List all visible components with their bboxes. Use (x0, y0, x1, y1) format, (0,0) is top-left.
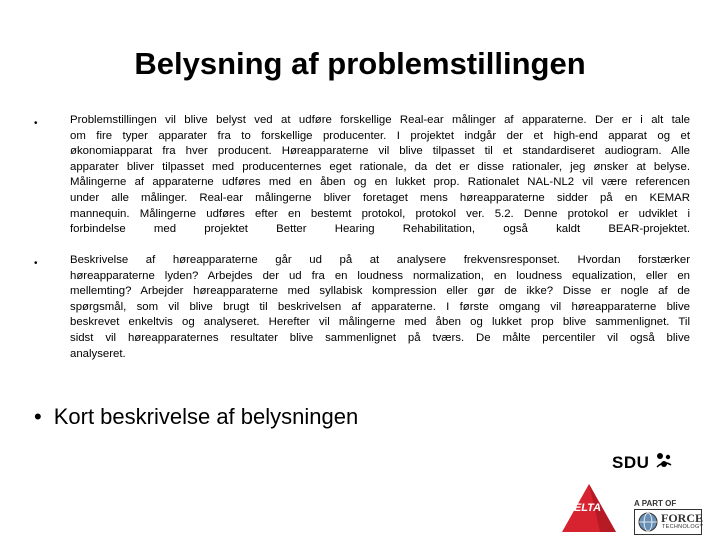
paragraph-1 (70, 113, 690, 238)
technology-text: TECHNOLOGY (662, 524, 704, 530)
sdu-logo-icon (655, 451, 673, 471)
paragraph-line: sidst vil høreapparaternes resultater blive sammenlignet på tværs. De målte percentiler vil også blive (70, 331, 690, 344)
force-text: FORCE (661, 511, 703, 525)
force-technology-logo (634, 509, 702, 535)
paragraph-line: forbindelse med projektet Better Hearing Rehabilitation, også kaldt BEAR-projektet. (70, 223, 690, 236)
slide-title: Belysning af problemstillingen (134, 46, 586, 81)
paragraph-line: økonomiapparat fra hver producent. Høreapparaterne vil blive tilpasset til et standardiseret audiogram. Alle (70, 145, 690, 158)
paragraph-line: mellemting? Arbejder høreapparaterne med syllabisk kompression eller gør de ikke? Disse er nogle af de (70, 285, 690, 298)
bullet-marker: • (34, 118, 38, 129)
paragraph-line: Problemstillingen vil blive belyst ved at udføre forskellige Real-ear målinger af apparaterne. Der er i alt tale (70, 114, 690, 126)
paragraph-line: analyseret. (70, 347, 126, 360)
paragraph-line: apparater bliver tilpasset med producenternes eget rationale, da det er disse rationaler, jeg ønsker at belyse. (70, 160, 690, 173)
paragraph-2 (70, 253, 690, 362)
apart-of-text: A PART OF (634, 499, 677, 508)
paragraph-line: mannequin. Målingerne udføres efter en bestemt protokol, protokol ver. 5.2. Denne protokol er udviklet i (70, 207, 690, 220)
bullet-marker: • (34, 258, 38, 269)
paragraph-line: spørgsmål, som vil blive brugt til beskrivelsen af apparaterne. I første omgang vil høreapparaterne blive (70, 300, 690, 313)
sdu-logo-text: SDU (612, 453, 650, 472)
force-globe-icon (637, 511, 659, 533)
delta-logo-text: DELTA (566, 502, 602, 514)
paragraph-line: Målingerne af apparaterne udføres med en åben og en lukket prop. Rationalet NAL-NL2 vil være referencen (70, 176, 690, 189)
paragraph-line: under alle målinger. Real-ear målingerne bliver foretaget mens høreapparaterne sidder på en KEMAR (70, 191, 690, 204)
paragraph-line: om fire typer apparater fra to forskellige producenter. I projektet indgår der et high-end apparat og et (70, 129, 690, 142)
main-bullet: • Kort beskrivelse af belysningen (34, 404, 359, 429)
paragraph-line: beskrevet enkeltvis og analyseret. Herefter vil målingerne med åben og lukket prop blive sammenlignet. Til (70, 316, 690, 329)
main-bullet-text: Kort beskrivelse af belysningen (53, 404, 359, 429)
paragraph-line: Beskrivelse af høreapparaterne går ud på at analysere frekvensresponset. Hvordan forstærker (70, 254, 690, 266)
paragraph-line: høreapparaterne lyden? Arbejdes der ud fra en loudness normalization, en loudness equalization, eller en (70, 269, 690, 282)
